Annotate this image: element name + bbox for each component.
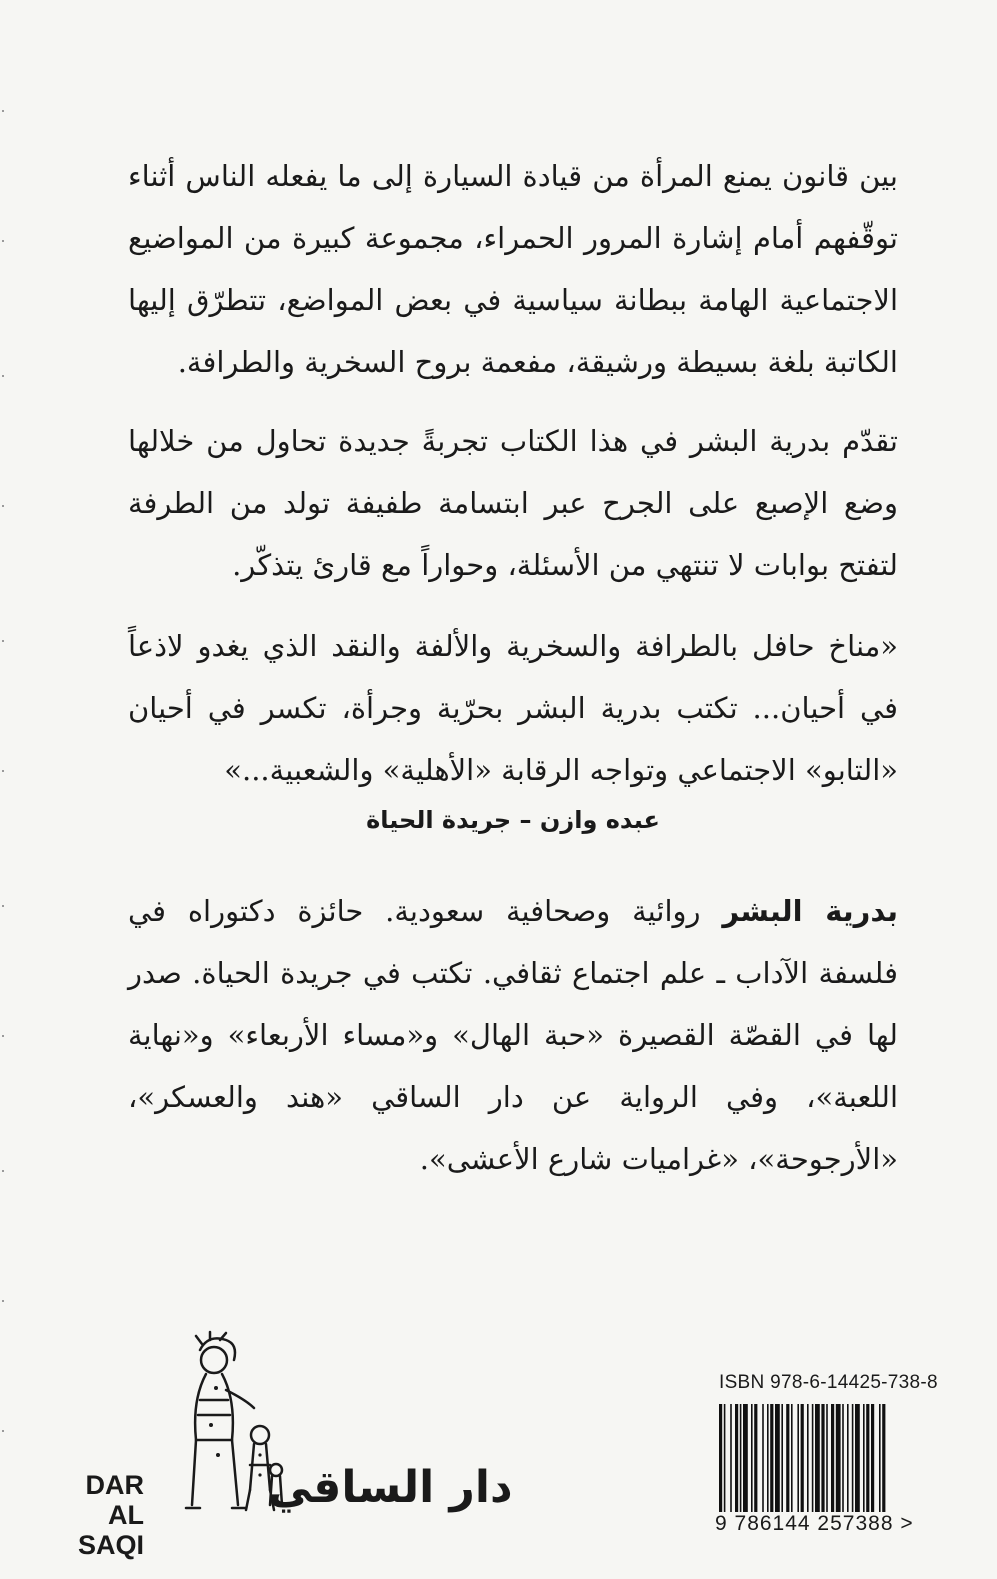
barcode-block (715, 1372, 975, 1552)
author-bio-body: روائية وصحافية سعودية. حائزة دكتوراه في فلسفة الآداب ـ علم اجتماع ثقافي. تكتب في جريدة الحياة. صدر لها في القصّة القصيرة «حبة الهال» و«مساء الأربعاء» و«نهاية اللعبة»، وفي الرواية عن دار الساقي «هند والعسكر»، «الأرجوحة»، «غراميات شارع الأعشى». (128, 894, 898, 1176)
barcode-icon (715, 1404, 955, 1514)
publisher-latin-name (36, 1470, 144, 1560)
figures-illustration-icon (156, 1330, 286, 1530)
blurb-paragraph-1-text: بين قانون يمنع المرأة من قيادة السيارة إلى ما يفعله الناس أثناء توقّفهم أمام إشارة المرور الحمراء، مجموعة كبيرة من المواضيع الاجتماعية الهامة ببطانة سياسية في بعض المواضع، تتطرّق إليها الكاتبة بلغة بسيطة ورشيقة، مفعمة بروح السخرية والطرافة. (128, 159, 898, 379)
blurb-paragraph-2 (128, 410, 898, 596)
publisher-logo (36, 1330, 513, 1560)
page-edge-marks (0, 0, 6, 1579)
blurb-paragraph-1 (128, 145, 898, 393)
review-attribution: عبده وازن – جريدة الحياة (366, 806, 660, 834)
publisher-latin-line-1: DAR (85, 1470, 144, 1500)
publisher-arabic-name: دار الساقي (268, 1462, 513, 1513)
review-quote-text: «مناخ حافل بالطرافة والسخرية والألفة والنقد الذي يغدو لاذعاً في أحيان... تكتب بدرية البشر بحرّية وجرأة، تكسر في أحيان «التابو» الاجتماعي وتواجه الرقابة «الأهلية» والشعبية...» (128, 629, 898, 787)
author-bio (128, 880, 898, 1190)
review-quote (128, 615, 898, 801)
author-bio-text (128, 880, 898, 1190)
blurb-paragraph-2-text: تقدّم بدرية البشر في هذا الكتاب تجربةً جديدة تحاول من خلالها وضع الإصبع على الجرح عبر ابتسامة طفيفة تولد من الطرفة لتفتح بوابات لا تنتهي من الأسئلة، وحواراً مع قارئ يتذكّر. (128, 424, 898, 582)
publisher-latin-line-2: AL SAQI (77, 1500, 144, 1560)
isbn-label: ISBN 978-6-14425-738-8 (719, 1372, 938, 1393)
barcode-digits: 9 786144 257388 > (715, 1512, 914, 1535)
author-name: بدرية البشر (722, 894, 899, 928)
